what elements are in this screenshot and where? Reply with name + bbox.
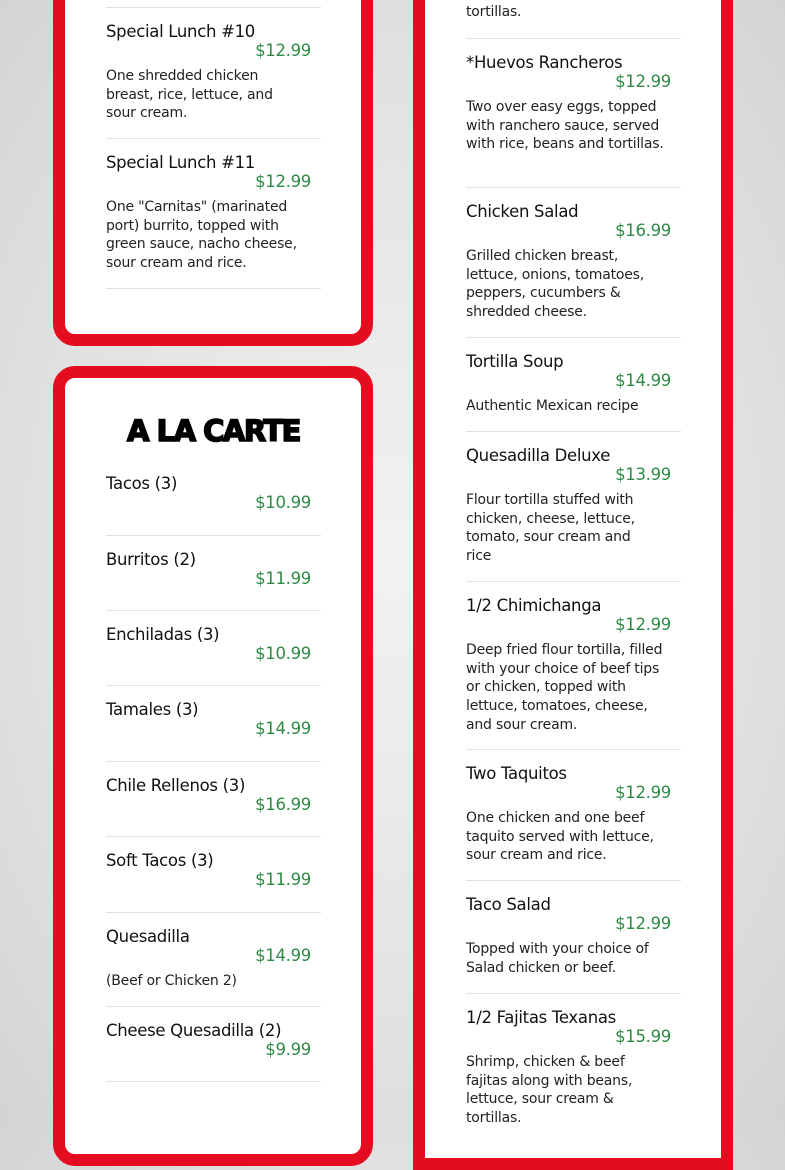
divider xyxy=(106,7,321,8)
menu-item-price: $16.99 xyxy=(615,221,671,240)
menu-item-name: Enchiladas (3) xyxy=(106,625,220,644)
menu-item[interactable] xyxy=(106,22,321,139)
menu-item[interactable] xyxy=(466,446,681,582)
menu-item[interactable] xyxy=(106,700,321,762)
menu-item[interactable] xyxy=(106,851,321,913)
menu-item-price: $9.99 xyxy=(265,1040,311,1059)
menu-item-description: Two over easy eggs, topped with ranchero sauce, served with rice, beans and tortillas. xyxy=(466,99,664,153)
menu-item-price: $16.99 xyxy=(255,795,311,814)
menu-item[interactable] xyxy=(466,352,681,432)
menu-item-price: $10.99 xyxy=(255,493,311,512)
menu-item[interactable] xyxy=(106,550,321,611)
menu-item[interactable] xyxy=(466,764,681,881)
menu-item[interactable] xyxy=(106,776,321,837)
menu-item[interactable] xyxy=(106,153,321,289)
menu-item-name: Quesadilla xyxy=(106,927,190,946)
menu-item-name: Chile Rellenos (3) xyxy=(106,776,246,795)
menu-item-description: One "Carnitas" (marinated port) burrito, topped with green sauce, nacho cheese, sour cream and rice. xyxy=(106,199,297,272)
menu-item-price: $14.99 xyxy=(255,719,311,738)
menu-item-description: One chicken and one beef taquito served with lettuce, sour cream and rice. xyxy=(466,810,654,864)
menu-item-name: Soft Tacos (3) xyxy=(106,851,214,870)
menu-item-name: Cheese Quesadilla (2) xyxy=(106,1021,282,1040)
menu-item-description: Flour tortilla stuffed with chicken, cheese, lettuce, tomato, sour cream and rice xyxy=(466,492,635,565)
menu-item[interactable] xyxy=(466,1008,681,1127)
menu-item-price: $14.99 xyxy=(615,371,671,390)
section-title-a-la-carte: A LA CARTE xyxy=(127,414,300,448)
menu-item-price: $12.99 xyxy=(615,72,671,91)
menu-item-name: 1/2 Chimichanga xyxy=(466,596,602,615)
menu-item[interactable] xyxy=(106,625,321,686)
menu-item-description: Deep fried flour tortilla, filled with your choice of beef tips or chicken, topped with lettuce, tomatoes, cheese, and sour cream. xyxy=(466,642,663,733)
menu-item-description: One shredded chicken breast, rice, lettuce, and sour cream. xyxy=(106,68,273,122)
menu-item-price: $12.99 xyxy=(255,41,311,60)
menu-item-name: 1/2 Fajitas Texanas xyxy=(466,1008,616,1027)
menu-item[interactable] xyxy=(466,202,681,338)
menu-item-price: $12.99 xyxy=(615,783,671,802)
menu-item-description: Shrimp, chicken & beef fajitas along with beans, lettuce, sour cream & tortillas. xyxy=(466,1054,633,1127)
menu-item-price: $12.99 xyxy=(615,615,671,634)
menu-item-name: Tacos (3) xyxy=(106,474,178,493)
menu-item[interactable] xyxy=(466,895,681,994)
menu-item-description: tortillas. xyxy=(466,4,522,20)
menu-item[interactable] xyxy=(466,53,681,188)
menu-item[interactable] xyxy=(466,596,681,750)
menu-item-name: Tamales (3) xyxy=(106,700,199,719)
menu-item-price: $10.99 xyxy=(255,644,311,663)
menu-item-name: Two Taquitos xyxy=(466,764,567,783)
menu-item-description: Grilled chicken breast, lettuce, onions, tomatoes, peppers, cucumbers & shredded cheese. xyxy=(466,248,645,321)
menu-item[interactable] xyxy=(106,474,321,536)
menu-item-name: Tortilla Soup xyxy=(466,352,564,371)
menu-item-price: $13.99 xyxy=(615,465,671,484)
menu-item-name: Quesadilla Deluxe xyxy=(466,446,611,465)
menu-item-price: $15.99 xyxy=(615,1027,671,1046)
menu-item-price: $12.99 xyxy=(615,914,671,933)
menu-item-description: (Beef or Chicken 2) xyxy=(106,973,237,989)
menu-item-partial[interactable] xyxy=(466,0,681,39)
menu-item-name: Chicken Salad xyxy=(466,202,579,221)
menu-item-name: Taco Salad xyxy=(466,895,551,914)
menu-item-name: Special Lunch #10 xyxy=(106,22,256,41)
menu-item-name: *Huevos Rancheros xyxy=(466,53,623,72)
menu-item[interactable] xyxy=(106,1021,321,1082)
menu-item-name: Burritos (2) xyxy=(106,550,196,569)
menu-item-name: Special Lunch #11 xyxy=(106,153,256,172)
menu-item-description: Topped with your choice of Salad chicken or beef. xyxy=(466,941,649,976)
menu-item-description: Authentic Mexican recipe xyxy=(466,398,639,414)
menu-item[interactable] xyxy=(106,927,321,1007)
menu-item-price: $12.99 xyxy=(255,172,311,191)
menu-item-price: $14.99 xyxy=(255,946,311,965)
menu-item-price: $11.99 xyxy=(255,870,311,889)
menu-item-price: $11.99 xyxy=(255,569,311,588)
